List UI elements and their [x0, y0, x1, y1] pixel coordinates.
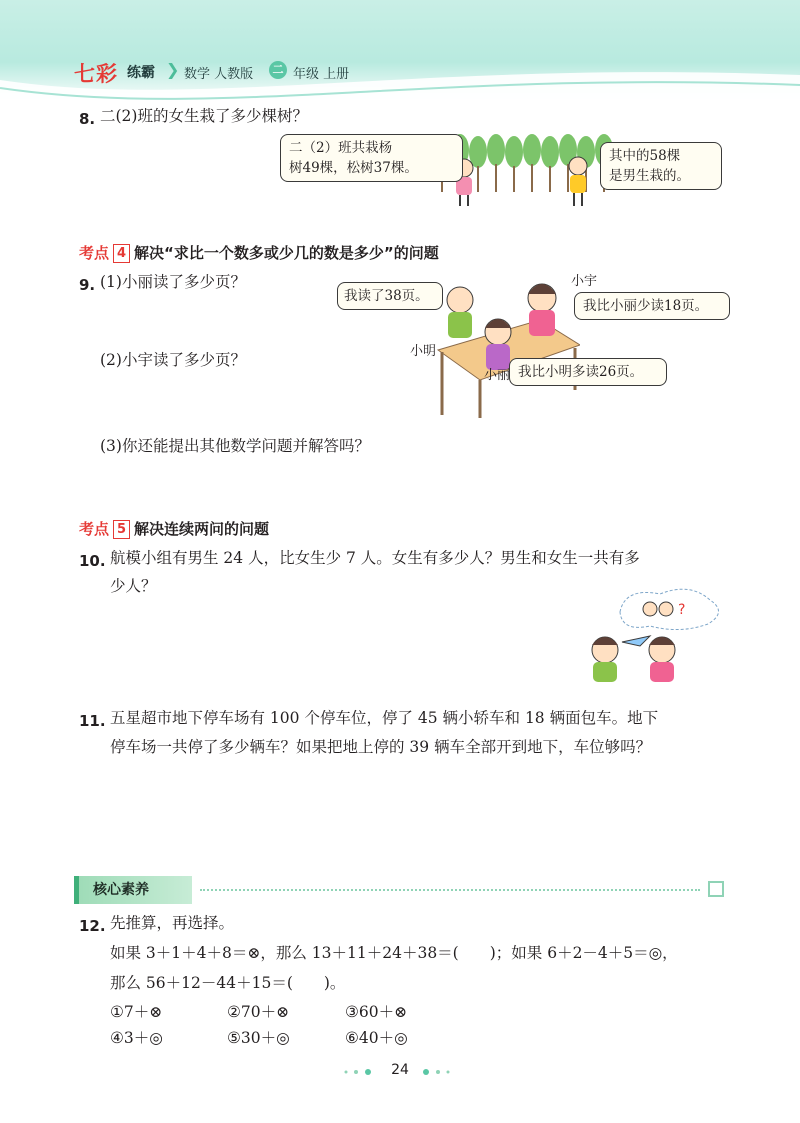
q12-option-4: ④3＋◎	[110, 1029, 163, 1047]
footer-dots-left	[342, 1068, 382, 1076]
header-wave	[0, 40, 800, 110]
q12-option-5: ⑤30＋◎	[227, 1029, 290, 1047]
kaodian-label: 考点	[79, 244, 110, 262]
core-section-divider	[200, 889, 700, 891]
brand-name: 练霸	[127, 65, 155, 81]
q12-option-3: ③60＋⊗	[345, 1003, 408, 1021]
q8-bubble-right-line1: 其中的58棵	[609, 148, 681, 164]
chevron-right-icon: ❯	[166, 60, 180, 79]
q8-number: 8.	[79, 110, 96, 128]
q8-bubble-left-line1: 二（2）班共栽杨	[289, 140, 393, 156]
name-xiaoli: 小丽	[484, 368, 511, 383]
thought-question-mark: ?	[678, 602, 686, 618]
q8-bubble-left-line2: 树49棵，松树37棵。	[289, 160, 418, 176]
brand-logo	[74, 58, 118, 88]
q11-line2: 停车场一共停了多少辆车？如果把地上停的 39 辆车全部开到地下，车位够吗？	[110, 738, 652, 756]
name-xiaoyu: 小宇	[571, 274, 598, 289]
q12-number: 12.	[79, 917, 106, 935]
q10-number: 10.	[79, 552, 106, 570]
kaodian-number: 4	[113, 244, 130, 263]
boy-figure	[569, 157, 587, 206]
q8-bubble-right-line2: 是男生栽的。	[609, 168, 690, 184]
q9-part2: (2)小宇读了多少页？	[100, 351, 246, 369]
q12-option-1: ①7＋⊗	[110, 1003, 163, 1021]
q11-number: 11.	[79, 712, 106, 730]
header-subject: 数学 人教版	[184, 67, 254, 82]
q12-line3: 那么 56＋12－44＋15＝( )。	[110, 974, 346, 992]
brand-logo-a: 七彩	[74, 62, 118, 86]
q12-line2: 如果 3＋1＋4＋8＝⊗，那么 13＋11＋24＋38＝( )；如果 6＋2－4＋5＝◎，	[110, 944, 678, 962]
kaodian-5-heading	[79, 518, 269, 539]
kaodian-label: 考点	[79, 520, 110, 538]
kaodian-title: 解决连续两问的问题	[134, 520, 270, 538]
q8-text: 二(2)班的女生栽了多少棵树？	[100, 107, 308, 125]
q8-bubble-left	[280, 134, 463, 182]
q9-bubble-xiaoli: 我比小明多读26页。	[509, 358, 667, 386]
q9-number: 9.	[79, 276, 96, 294]
grade-badge: 二	[269, 61, 287, 79]
q12-line1: 先推算，再选择。	[110, 914, 235, 932]
q10-line1: 航模小组有男生 24 人，比女生少 7 人。女生有多少人？男生和女生一共有多	[110, 549, 640, 567]
kaodian-number: 5	[113, 520, 130, 539]
q10-line2: 少人？	[110, 577, 157, 595]
q9-bubble-xiaoming: 我读了38页。	[337, 282, 443, 310]
q9-bubble-xiaoyu: 我比小丽少读18页。	[574, 292, 730, 320]
q12-option-2: ②70＋⊗	[227, 1003, 290, 1021]
kaodian-4-heading	[79, 242, 439, 263]
header-grade: 年级 上册	[293, 67, 350, 82]
kaodian-title: 解决“求比一个数多或少几的数是多少”的问题	[134, 244, 439, 262]
core-section-box-icon	[708, 881, 724, 897]
q11-line1: 五星超市地下停车场有 100 个停车位，停了 45 辆小轿车和 18 辆面包车。地下	[110, 709, 659, 727]
core-section-tab: 核心素养	[74, 876, 192, 904]
q9-part3: (3)你还能提出其他数学问题并解答吗？	[100, 437, 370, 455]
page-number: 24	[391, 1062, 409, 1078]
q12-option-6: ⑥40＋◎	[345, 1029, 408, 1047]
q9-part1: (1)小丽读了多少页？	[100, 273, 246, 291]
footer-dots-right	[420, 1068, 460, 1076]
q8-bubble-right	[600, 142, 722, 190]
model-plane-kids-illustration	[580, 582, 725, 682]
name-xiaoming: 小明	[410, 344, 437, 359]
reading-kids-illustration	[430, 270, 580, 420]
